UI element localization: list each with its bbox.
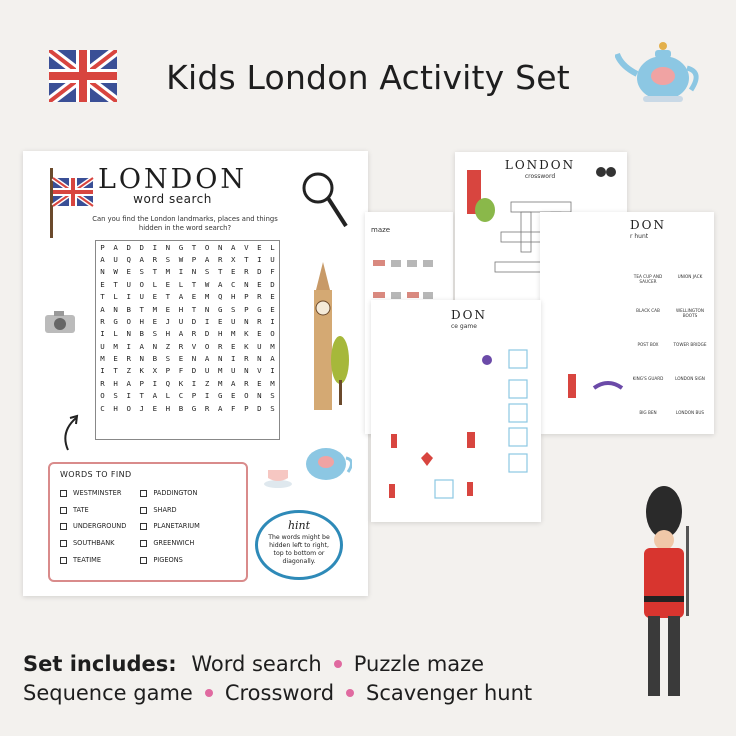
footer-item-scavenger-hunt: Scavenger hunt	[366, 681, 533, 705]
footer-item-word-search: Word search	[191, 652, 322, 676]
word-item	[140, 552, 199, 569]
grid-letter: U	[204, 366, 210, 376]
grid-letter: E	[191, 292, 197, 302]
grid-letter: I	[126, 391, 131, 401]
grid-letter: D	[139, 242, 144, 252]
grid-letter: I	[152, 242, 158, 252]
grid-letter: I	[270, 316, 275, 326]
grid-letter: S	[231, 304, 236, 314]
grid-letter: I	[204, 316, 210, 326]
grid-letter: T	[191, 279, 197, 289]
grid-letter: E	[270, 304, 275, 314]
checkbox[interactable]	[60, 490, 67, 497]
grid-letter: I	[257, 255, 262, 265]
grid-letter: B	[178, 403, 184, 413]
grid-letter: D	[191, 316, 197, 326]
grid-letter: J	[139, 403, 144, 413]
grid-letter: P	[191, 255, 197, 265]
grid-letter: S	[204, 267, 210, 277]
grid-letter: I	[204, 391, 210, 401]
word-label: TEATIME	[73, 555, 102, 564]
checkbox[interactable]	[140, 490, 147, 497]
grid-letter: N	[113, 304, 118, 314]
grid-letter: O	[100, 391, 105, 401]
word-search-title: LONDON	[97, 164, 248, 195]
scavenger-item: WELLINGTON BOOTS	[676, 308, 704, 318]
grid-letter: N	[191, 267, 197, 277]
grid-letter: P	[165, 366, 171, 376]
set-includes-label: Set includes:	[23, 652, 177, 676]
word-label: PADDINGTON	[153, 489, 198, 497]
grid-letter: H	[165, 329, 171, 339]
grid-letter: G	[257, 304, 262, 314]
grid-letter: H	[231, 292, 236, 302]
grid-letter: N	[244, 279, 249, 289]
sequence-game-sheet	[371, 300, 541, 522]
grid-letter: O	[204, 341, 210, 351]
grid-letter: L	[152, 279, 158, 289]
scavenger-item: LONDON SIGN	[675, 376, 705, 381]
hint-bubble	[255, 510, 343, 580]
grid-letter: I	[178, 267, 184, 277]
checkbox[interactable]	[140, 523, 147, 530]
grid-letter: Z	[126, 366, 131, 376]
grid-letter: U	[257, 341, 262, 351]
grid-letter: R	[126, 354, 131, 364]
grid-letter: I	[270, 366, 275, 376]
hint-title: hint	[287, 519, 311, 532]
arrow-icon	[60, 412, 84, 452]
scavenger-item: LONDON BUS	[675, 410, 705, 415]
grid-letter: A	[178, 292, 184, 302]
teapot-icon	[615, 38, 705, 108]
word-label: TATE	[73, 505, 89, 514]
grid-letter: A	[113, 242, 118, 252]
grid-letter: E	[231, 391, 236, 401]
grid-letter: T	[100, 292, 105, 302]
set-includes-line-1	[23, 652, 484, 676]
grid-letter: D	[204, 329, 210, 339]
grid-letter: X	[152, 366, 158, 376]
grid-letter: A	[139, 255, 144, 265]
grid-letter: P	[244, 292, 249, 302]
grid-letter: E	[257, 279, 262, 289]
grid-letter: N	[191, 354, 197, 364]
checkbox[interactable]	[60, 523, 67, 530]
grid-letter: E	[231, 341, 236, 351]
grid-letter: C	[100, 403, 105, 413]
grid-letter: A	[217, 403, 223, 413]
footer-item-crossword: Crossword	[224, 681, 335, 705]
grid-letter: I	[100, 329, 105, 339]
checkbox[interactable]	[140, 507, 147, 514]
grid-letter: N	[244, 366, 249, 376]
word-search-subtitle: word search	[133, 192, 212, 206]
grid-letter: X	[231, 255, 236, 265]
grid-letter: E	[113, 354, 118, 364]
grid-letter: N	[139, 354, 144, 364]
word-item	[140, 502, 199, 519]
grid-letter: D	[257, 403, 262, 413]
grid-letter: M	[113, 341, 118, 351]
grid-letter: T	[139, 391, 144, 401]
grid-letter: Z	[165, 341, 171, 351]
word-item	[140, 535, 199, 552]
grid-letter: N	[152, 341, 158, 351]
grid-letter: J	[165, 316, 171, 326]
grid-letter: S	[270, 403, 275, 413]
grid-letter: S	[113, 391, 118, 401]
word-item	[60, 535, 126, 552]
grid-letter: C	[178, 391, 184, 401]
grid-letter: M	[217, 378, 223, 388]
grid-letter: M	[152, 304, 158, 314]
grid-letter: E	[165, 304, 171, 314]
grid-letter: H	[178, 304, 184, 314]
grid-letter: U	[113, 255, 118, 265]
grid-letter: L	[113, 329, 118, 339]
grid-letter: A	[139, 341, 144, 351]
grid-letter: D	[270, 279, 275, 289]
crossword-title: LONDON	[504, 158, 576, 172]
grid-letter: Q	[126, 255, 131, 265]
grid-letter: M	[100, 354, 105, 364]
checkbox[interactable]	[60, 557, 67, 564]
footer-item-puzzle-maze: Puzzle maze	[353, 652, 485, 676]
grid-letter: O	[139, 279, 144, 289]
grid-letter: E	[231, 267, 236, 277]
grid-letter: M	[217, 366, 223, 376]
grid-letter: E	[165, 279, 171, 289]
grid-letter: I	[126, 341, 131, 351]
grid-letter: R	[217, 255, 223, 265]
scavenger-item: UNION JACK	[677, 274, 703, 279]
grid-letter: A	[100, 304, 105, 314]
grid-letter: F	[231, 403, 236, 413]
grid-letter: W	[178, 255, 184, 265]
grid-letter: A	[178, 329, 184, 339]
grid-letter: E	[217, 316, 223, 326]
scavenger-item: BLACK CAB	[636, 308, 660, 313]
grid-letter: F	[270, 267, 275, 277]
grid-letter: E	[257, 378, 262, 388]
grid-letter: W	[113, 267, 118, 277]
scavenger-subtitle: r hunt	[630, 233, 649, 240]
grid-letter: T	[165, 292, 171, 302]
word-item	[60, 485, 126, 502]
grid-letter: K	[139, 366, 144, 376]
grid-letter: R	[257, 316, 262, 326]
word-search-grid	[95, 240, 280, 440]
bullet-dot	[346, 689, 354, 697]
grid-letter: D	[191, 366, 197, 376]
word-item	[60, 518, 126, 535]
grid-letter: D	[126, 242, 131, 252]
scavenger-item: KING'S GUARD	[632, 376, 664, 381]
bullet-dot	[334, 660, 342, 668]
grid-letter: G	[217, 304, 223, 314]
grid-letter: S	[152, 329, 158, 339]
grid-letter: A	[204, 354, 210, 364]
grid-letter: G	[191, 403, 197, 413]
grid-letter: R	[178, 341, 184, 351]
camera-icon	[44, 310, 76, 334]
scavenger-hunt-sheet	[540, 212, 714, 434]
word-label: UNDERGROUND	[73, 522, 127, 531]
word-label: GREENWICH	[153, 539, 195, 548]
grid-letter: A	[100, 255, 105, 265]
grid-letter: N	[165, 242, 171, 252]
word-item	[140, 485, 199, 502]
grid-letter: G	[217, 391, 223, 401]
grid-letter: M	[204, 292, 210, 302]
grid-letter: N	[244, 316, 249, 326]
grid-letter: R	[100, 378, 105, 388]
grid-letter: V	[257, 366, 262, 376]
words-column-1	[60, 485, 126, 569]
grid-letter: R	[244, 378, 249, 388]
grid-letter: O	[126, 403, 131, 413]
grid-letter: M	[270, 341, 275, 351]
words-to-find-box	[48, 462, 248, 582]
grid-letter: E	[152, 316, 158, 326]
grid-letter: E	[152, 292, 158, 302]
word-label: WESTMINSTER	[73, 489, 122, 497]
grid-letter: G	[113, 316, 118, 326]
grid-letter: M	[165, 267, 171, 277]
bullet-dot	[205, 689, 213, 697]
word-label: SHARD	[153, 505, 177, 514]
grid-letter: V	[191, 341, 197, 351]
grid-letter: Z	[204, 378, 210, 388]
grid-letter: W	[204, 279, 210, 289]
grid-letter: P	[191, 391, 197, 401]
grid-letter: D	[257, 267, 262, 277]
kings-guard-icon	[628, 486, 700, 706]
grid-letter: R	[100, 316, 105, 326]
scavenger-item: TEA CUP AND SAUCER	[633, 274, 663, 284]
scavenger-item: TOWER BRIDGE	[673, 342, 707, 347]
grid-letter: K	[244, 341, 249, 351]
grid-letter: I	[126, 292, 131, 302]
grid-letter: N	[217, 354, 223, 364]
grid-letter: P	[244, 403, 249, 413]
grid-letter: B	[126, 304, 131, 314]
set-includes-line-2	[23, 681, 532, 705]
grid-letter: T	[191, 304, 197, 314]
grid-letter: R	[244, 354, 249, 364]
grid-letter: N	[126, 329, 131, 339]
grid-letter: E	[257, 242, 262, 252]
checkbox[interactable]	[140, 557, 147, 564]
word-item	[60, 552, 126, 569]
grid-letter: A	[204, 255, 210, 265]
grid-letter: S	[165, 354, 171, 364]
tea-set-icon	[262, 440, 352, 492]
grid-letter: T	[191, 242, 197, 252]
grid-letter: V	[244, 242, 249, 252]
grid-letter: U	[126, 279, 131, 289]
grid-letter: T	[139, 304, 144, 314]
grid-letter: K	[178, 378, 184, 388]
grid-letter: B	[139, 329, 144, 339]
grid-letter: M	[231, 329, 236, 339]
grid-letter: E	[126, 267, 131, 277]
grid-letter: R	[152, 255, 158, 265]
checkbox[interactable]	[140, 540, 147, 547]
word-label: PLANETARIUM	[153, 522, 200, 531]
grid-letter: R	[217, 341, 223, 351]
crossword-subtitle: crossword	[524, 173, 556, 180]
grid-letter: I	[191, 378, 197, 388]
word-label: PIGEONS	[153, 555, 183, 564]
grid-letter: U	[139, 292, 144, 302]
word-item	[140, 518, 199, 535]
grid-letter: P	[244, 304, 249, 314]
grid-letter: B	[152, 354, 158, 364]
grid-letter: U	[231, 366, 236, 376]
grid-letter: A	[152, 391, 158, 401]
grid-letter: G	[178, 242, 184, 252]
grid-letter: I	[231, 354, 236, 364]
sequence-title: DON	[451, 308, 487, 322]
grid-letter: Q	[165, 378, 171, 388]
grid-letter: L	[270, 242, 275, 252]
grid-letter: H	[113, 403, 118, 413]
grid-letter: L	[165, 391, 171, 401]
grid-letter: T	[113, 366, 118, 376]
grid-letter: O	[270, 329, 275, 339]
scavenger-item: BIG BEN	[639, 410, 657, 415]
grid-letter: N	[257, 354, 262, 364]
grid-letter: R	[257, 292, 262, 302]
grid-letter: C	[231, 279, 236, 289]
grid-letter: R	[244, 267, 249, 277]
magnifier-icon	[298, 170, 350, 230]
grid-letter: Q	[217, 292, 223, 302]
grid-letter: E	[178, 354, 184, 364]
grid-letter: H	[139, 316, 144, 326]
grid-letter: A	[231, 378, 236, 388]
grid-letter: E	[152, 403, 158, 413]
hint-text: The words might be hidden left to right, top to bottom or diagonally.	[268, 534, 330, 565]
word-search-question: Can you find the London landmarks, places and things hidden in the word search?	[92, 215, 278, 232]
scavenger-item: POST BOX	[637, 342, 659, 347]
grid-letter: N	[217, 242, 223, 252]
maze-subtitle: maze	[371, 226, 391, 234]
grid-letter: S	[270, 391, 275, 401]
grid-letter: L	[178, 279, 184, 289]
grid-letter: O	[126, 316, 131, 326]
grid-letter: K	[244, 329, 249, 339]
page-title: Kids London Activity Set	[166, 58, 570, 97]
grid-letter: P	[139, 378, 144, 388]
checkbox[interactable]	[60, 507, 67, 514]
grid-letter: M	[270, 378, 275, 388]
grid-letter: I	[152, 378, 158, 388]
word-label: SOUTHBANK	[73, 539, 115, 548]
words-column-2	[140, 485, 199, 569]
grid-letter: H	[217, 329, 223, 339]
grid-letter: U	[178, 316, 184, 326]
grid-letter: A	[231, 242, 236, 252]
grid-letter: E	[100, 279, 105, 289]
grid-letter: O	[244, 391, 249, 401]
grid-letter: A	[270, 354, 275, 364]
footer-item-sequence-game: Sequence game	[23, 681, 193, 705]
grid-letter: H	[113, 378, 118, 388]
grid-letter: F	[178, 366, 184, 376]
grid-letter: N	[204, 304, 210, 314]
words-to-find-title: WORDS TO FIND	[60, 470, 132, 479]
grid-letter: N	[257, 391, 262, 401]
grid-letter: U	[231, 316, 236, 326]
grid-letter: A	[126, 378, 131, 388]
grid-letter: N	[100, 267, 105, 277]
grid-letter: U	[270, 255, 275, 265]
grid-letter: H	[165, 403, 171, 413]
grid-letter: L	[113, 292, 118, 302]
grid-letter: U	[100, 341, 105, 351]
grid-letter: T	[113, 279, 118, 289]
tree-icon	[330, 335, 350, 405]
grid-letter: T	[152, 267, 158, 277]
grid-letter: S	[165, 255, 171, 265]
grid-letter: T	[217, 267, 223, 277]
grid-letter: T	[244, 255, 249, 265]
grid-letter: R	[191, 329, 197, 339]
scavenger-title: DON	[630, 218, 666, 232]
grid-letter: E	[257, 329, 262, 339]
grid-letter: S	[139, 267, 144, 277]
grid-letter: P	[100, 242, 105, 252]
word-item	[60, 502, 126, 519]
grid-letter: I	[100, 366, 105, 376]
grid-letter: O	[204, 242, 210, 252]
grid-letter: E	[270, 292, 275, 302]
checkbox[interactable]	[60, 540, 67, 547]
grid-letter: A	[217, 279, 223, 289]
grid-letter: R	[204, 403, 210, 413]
sequence-subtitle: ce game	[451, 323, 477, 330]
